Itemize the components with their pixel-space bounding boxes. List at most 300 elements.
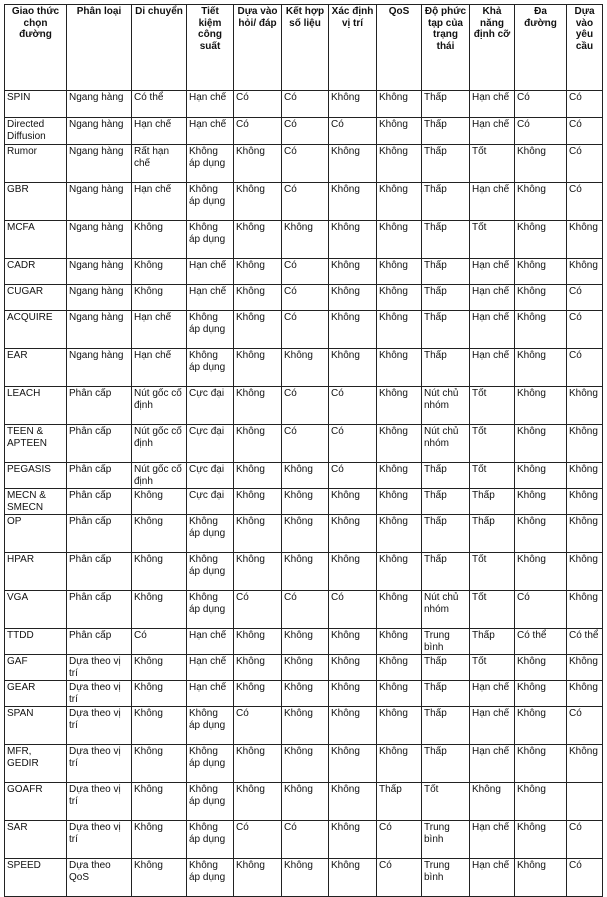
table-cell: Phân cấp	[67, 489, 132, 515]
table-cell: Tốt	[470, 591, 515, 629]
table-cell: Không	[329, 91, 377, 118]
protocol-name-cell: HPAR	[5, 553, 67, 591]
table-cell: Không	[234, 259, 282, 285]
protocol-name-cell: CUGAR	[5, 285, 67, 311]
table-cell: Phân cấp	[67, 515, 132, 553]
table-cell: Không áp dụng	[187, 821, 234, 859]
table-cell: Phân cấp	[67, 425, 132, 463]
table-cell: Hạn chế	[132, 183, 187, 221]
table-cell: Không	[515, 285, 567, 311]
table-row	[5, 783, 603, 821]
protocol-name-cell: EAR	[5, 349, 67, 387]
header-row	[5, 5, 603, 91]
protocol-name-cell: GAF	[5, 655, 67, 681]
table-cell: Không áp dụng	[187, 745, 234, 783]
table-row	[5, 183, 603, 221]
table-cell: Không áp dụng	[187, 183, 234, 221]
table-cell: Không	[329, 349, 377, 387]
table-cell: Thấp	[422, 221, 470, 259]
table-cell: Không	[282, 655, 329, 681]
table-cell: Không	[377, 259, 422, 285]
table-cell: Nút gốc cố định	[132, 387, 187, 425]
table-cell: Không áp dụng	[187, 783, 234, 821]
table-cell: Có	[282, 259, 329, 285]
table-cell: Thấp	[422, 285, 470, 311]
table-cell: Không	[515, 745, 567, 783]
table-cell: Không	[329, 783, 377, 821]
table-cell: Không	[329, 859, 377, 897]
table-row	[5, 145, 603, 183]
protocol-name-cell: SPIN	[5, 91, 67, 118]
table-cell: Có	[567, 183, 603, 221]
table-cell: Tốt	[470, 553, 515, 591]
table-cell: Thấp	[422, 145, 470, 183]
table-cell: Không	[567, 221, 603, 259]
table-cell: Có	[282, 118, 329, 145]
table-cell: Không	[377, 387, 422, 425]
table-cell: Không	[567, 745, 603, 783]
table-cell: Không áp dụng	[187, 349, 234, 387]
table-cell: Không	[377, 655, 422, 681]
table-cell: Có	[132, 629, 187, 655]
protocol-name-cell: ACQUIRE	[5, 311, 67, 349]
table-cell: Không áp dụng	[187, 221, 234, 259]
table-cell: Cực đại	[187, 425, 234, 463]
table-cell: Không áp dụng	[187, 707, 234, 745]
table-cell: Không	[234, 859, 282, 897]
table-cell: Thấp	[422, 349, 470, 387]
table-row	[5, 259, 603, 285]
table-cell: Nút chủ nhóm	[422, 591, 470, 629]
table-row	[5, 707, 603, 745]
protocol-name-cell: LEACH	[5, 387, 67, 425]
protocol-name-cell: TTDD	[5, 629, 67, 655]
table-cell: Không	[329, 707, 377, 745]
table-cell: Thấp	[470, 629, 515, 655]
table-cell: Thấp	[422, 183, 470, 221]
table-cell: Hạn chế	[470, 349, 515, 387]
table-cell: Có	[567, 145, 603, 183]
table-cell: Không	[329, 489, 377, 515]
column-header: Độ phức tạp của trạng thái	[422, 5, 470, 91]
table-cell: Không	[567, 489, 603, 515]
table-cell: Không	[329, 183, 377, 221]
table-cell: Tốt	[470, 387, 515, 425]
table-cell: Hạn chế	[470, 681, 515, 707]
table-cell: Tốt	[422, 783, 470, 821]
table-cell: Dựa theo vị trí	[67, 655, 132, 681]
table-cell: Thấp	[470, 489, 515, 515]
table-cell: Không	[234, 515, 282, 553]
table-cell: Nút gốc cố định	[132, 463, 187, 489]
table-row	[5, 387, 603, 425]
table-cell: Không	[470, 783, 515, 821]
table-cell: Không	[329, 145, 377, 183]
table-cell: Có	[567, 285, 603, 311]
table-cell: Không	[132, 681, 187, 707]
table-cell: Cực đại	[187, 387, 234, 425]
table-cell: Không áp dụng	[187, 311, 234, 349]
table-cell: Ngang hàng	[67, 221, 132, 259]
table-cell: Không	[132, 515, 187, 553]
table-cell: Có	[567, 349, 603, 387]
table-cell: Tốt	[470, 463, 515, 489]
table-cell: Không	[377, 91, 422, 118]
table-cell: Không	[234, 349, 282, 387]
table-cell: Không	[515, 707, 567, 745]
table-cell: Thấp	[422, 91, 470, 118]
table-cell: Thấp	[422, 655, 470, 681]
table-cell: Tốt	[470, 221, 515, 259]
table-row	[5, 859, 603, 897]
table-cell: Có	[567, 707, 603, 745]
table-cell: Không	[515, 489, 567, 515]
table-cell: Không	[234, 285, 282, 311]
table-cell: Không	[377, 463, 422, 489]
table-row	[5, 285, 603, 311]
column-header: Dựa vào hỏi/ đáp	[234, 5, 282, 91]
column-header: Đa đường	[515, 5, 567, 91]
table-row	[5, 681, 603, 707]
table-row	[5, 591, 603, 629]
table-cell: Nút chủ nhóm	[422, 425, 470, 463]
table-cell: Không áp dụng	[187, 145, 234, 183]
table-cell: Hạn chế	[470, 311, 515, 349]
table-cell: Hạn chế	[132, 311, 187, 349]
table-cell: Không	[234, 783, 282, 821]
table-cell: Không	[329, 259, 377, 285]
table-cell: Hạn chế	[187, 91, 234, 118]
column-header: Phân loại	[67, 5, 132, 91]
table-cell: Không	[282, 859, 329, 897]
table-cell: Không	[567, 425, 603, 463]
table-cell: Có	[567, 821, 603, 859]
table-cell: Ngang hàng	[67, 118, 132, 145]
table-cell: Không	[377, 681, 422, 707]
table-cell: Hạn chế	[187, 655, 234, 681]
protocol-name-cell: Rumor	[5, 145, 67, 183]
table-cell: Có	[282, 91, 329, 118]
table-cell: Không	[234, 311, 282, 349]
table-cell: Không	[132, 859, 187, 897]
table-cell: Không	[329, 221, 377, 259]
table-cell: Không	[132, 489, 187, 515]
table-cell: Hạn chế	[470, 859, 515, 897]
table-cell: Có	[515, 118, 567, 145]
table-cell: Thấp	[422, 489, 470, 515]
protocol-name-cell: SPEED	[5, 859, 67, 897]
table-cell: Không	[282, 463, 329, 489]
table-cell: Không	[515, 349, 567, 387]
table-cell: Không	[234, 145, 282, 183]
table-cell: Không	[132, 221, 187, 259]
table-cell: Không	[282, 681, 329, 707]
table-cell: Có	[282, 183, 329, 221]
table-cell: Không	[377, 285, 422, 311]
table-row	[5, 821, 603, 859]
table-cell: Có	[282, 285, 329, 311]
table-cell: Có	[329, 425, 377, 463]
table-cell: Không	[567, 553, 603, 591]
table-cell: Không	[132, 821, 187, 859]
table-cell: Có	[329, 591, 377, 629]
table-cell: Không	[515, 221, 567, 259]
column-header: Kết hợp số liệu	[282, 5, 329, 91]
table-cell: Hạn chế	[470, 821, 515, 859]
table-cell: Không	[282, 489, 329, 515]
table-cell: Tốt	[470, 425, 515, 463]
table-cell: Dựa theo vị trí	[67, 707, 132, 745]
table-cell: Không	[515, 783, 567, 821]
table-cell: Không	[234, 221, 282, 259]
table-cell: Ngang hàng	[67, 349, 132, 387]
table-cell: Có	[234, 591, 282, 629]
table-cell: Ngang hàng	[67, 285, 132, 311]
table-cell: Không	[515, 259, 567, 285]
table-cell: Không	[515, 681, 567, 707]
table-row	[5, 425, 603, 463]
table-cell: Có thể	[567, 629, 603, 655]
table-cell: Không	[515, 859, 567, 897]
table-cell: Có	[234, 821, 282, 859]
table-cell: Trung bình	[422, 821, 470, 859]
table-cell: Không	[567, 387, 603, 425]
protocol-name-cell: GOAFR	[5, 783, 67, 821]
table-cell: Thấp	[422, 118, 470, 145]
table-row	[5, 349, 603, 387]
table-cell: Hạn chế	[187, 285, 234, 311]
table-cell: Không	[329, 655, 377, 681]
protocol-name-cell: CADR	[5, 259, 67, 285]
table-cell: Không	[234, 553, 282, 591]
table-cell: Không	[329, 311, 377, 349]
table-cell: Không	[377, 591, 422, 629]
table-cell: Không	[377, 311, 422, 349]
table-cell: Không	[132, 553, 187, 591]
routing-protocol-table	[4, 4, 603, 897]
table-cell: Không	[234, 463, 282, 489]
table-cell: Không	[377, 221, 422, 259]
column-header: Xác định vị trí	[329, 5, 377, 91]
table-cell: Có	[567, 118, 603, 145]
table-cell: Có	[329, 463, 377, 489]
protocol-name-cell: SAR	[5, 821, 67, 859]
column-header: Khả năng định cỡ	[470, 5, 515, 91]
table-cell: Không	[515, 553, 567, 591]
table-cell: Có	[567, 859, 603, 897]
table-cell: Không	[567, 655, 603, 681]
table-cell: Có	[515, 91, 567, 118]
table-cell: Thấp	[377, 783, 422, 821]
table-cell: Không	[282, 221, 329, 259]
table-cell: Hạn chế	[470, 745, 515, 783]
table-cell: Thấp	[422, 707, 470, 745]
table-cell: Không	[282, 783, 329, 821]
table-cell	[567, 783, 603, 821]
table-cell: Trung bình	[422, 859, 470, 897]
table-cell: Không	[132, 285, 187, 311]
table-cell: Có	[282, 591, 329, 629]
table-cell: Không	[282, 515, 329, 553]
table-cell: Hạn chế	[187, 629, 234, 655]
table-cell: Phân cấp	[67, 387, 132, 425]
table-cell: Dựa theo vị trí	[67, 745, 132, 783]
table-cell: Có	[282, 145, 329, 183]
table-row	[5, 221, 603, 259]
table-cell: Không	[282, 349, 329, 387]
table-cell: Ngang hàng	[67, 183, 132, 221]
table-cell: Không	[515, 145, 567, 183]
column-header: Di chuyển	[132, 5, 187, 91]
protocol-name-cell: GEAR	[5, 681, 67, 707]
table-cell: Không	[234, 681, 282, 707]
table-cell: Có	[234, 91, 282, 118]
table-cell: Không	[329, 285, 377, 311]
column-header: QoS	[377, 5, 422, 91]
table-cell: Nút chủ nhóm	[422, 387, 470, 425]
table-cell: Không	[132, 259, 187, 285]
column-header: Giao thức chọn đường	[5, 5, 67, 91]
table-cell: Không áp dụng	[187, 515, 234, 553]
table-cell: Có	[515, 591, 567, 629]
table-cell: Hạn chế	[470, 183, 515, 221]
table-cell: Không	[377, 118, 422, 145]
protocol-name-cell: GBR	[5, 183, 67, 221]
table-cell: Ngang hàng	[67, 311, 132, 349]
table-cell: Có	[282, 425, 329, 463]
table-cell: Hạn chế	[470, 91, 515, 118]
table-cell: Không	[132, 745, 187, 783]
table-body	[5, 91, 603, 897]
table-cell: Không	[234, 745, 282, 783]
table-cell: Hạn chế	[187, 681, 234, 707]
protocol-name-cell: MCFA	[5, 221, 67, 259]
table-cell: Có	[282, 311, 329, 349]
table-cell: Không	[567, 515, 603, 553]
table-cell: Không	[515, 655, 567, 681]
table-cell: Nút gốc cố định	[132, 425, 187, 463]
table-cell: Phân cấp	[67, 629, 132, 655]
table-cell: Không	[515, 821, 567, 859]
table-cell: Không	[329, 821, 377, 859]
table-row	[5, 553, 603, 591]
table-cell: Không	[377, 515, 422, 553]
protocol-name-cell: PEGASIS	[5, 463, 67, 489]
table-cell: Không	[329, 681, 377, 707]
table-cell: Ngang hàng	[67, 91, 132, 118]
table-cell: Có	[282, 387, 329, 425]
table-cell: Thấp	[422, 515, 470, 553]
table-cell: Không	[377, 489, 422, 515]
table-cell: Có	[329, 387, 377, 425]
table-cell: Không	[377, 145, 422, 183]
table-row	[5, 655, 603, 681]
table-cell: Không	[377, 425, 422, 463]
table-cell: Có	[234, 118, 282, 145]
table-cell: Không	[515, 425, 567, 463]
table-cell: Không	[132, 783, 187, 821]
table-cell: Có	[567, 311, 603, 349]
table-cell: Không	[515, 387, 567, 425]
table-row	[5, 463, 603, 489]
table-header	[5, 5, 603, 91]
table-cell: Thấp	[422, 553, 470, 591]
column-header: Tiết kiệm công suất	[187, 5, 234, 91]
protocol-name-cell: Directed Diffusion	[5, 118, 67, 145]
table-cell: Không	[329, 515, 377, 553]
table-cell: Có	[329, 118, 377, 145]
table-cell: Thấp	[422, 311, 470, 349]
table-cell: Thấp	[422, 259, 470, 285]
table-cell: Không	[329, 629, 377, 655]
table-cell: Thấp	[470, 515, 515, 553]
table-cell: Không	[329, 745, 377, 783]
table-cell: Có	[282, 821, 329, 859]
table-cell: Tốt	[470, 145, 515, 183]
table-cell: Không	[515, 515, 567, 553]
table-row	[5, 489, 603, 515]
table-cell: Thấp	[422, 745, 470, 783]
table-cell: Hạn chế	[132, 349, 187, 387]
table-cell: Dựa theo vị trí	[67, 783, 132, 821]
table-cell: Hạn chế	[470, 707, 515, 745]
table-cell: Không	[515, 183, 567, 221]
table-cell: Không	[132, 707, 187, 745]
table-cell: Không	[234, 655, 282, 681]
table-row	[5, 515, 603, 553]
table-row	[5, 629, 603, 655]
table-cell: Không	[377, 183, 422, 221]
table-cell: Ngang hàng	[67, 145, 132, 183]
table-cell: Dựa theo vị trí	[67, 681, 132, 707]
protocol-name-cell: MECN & SMECN	[5, 489, 67, 515]
table-row	[5, 311, 603, 349]
table-cell: Có thể	[515, 629, 567, 655]
table-cell: Không	[234, 629, 282, 655]
protocol-name-cell: MFR, GEDIR	[5, 745, 67, 783]
document-page	[4, 4, 603, 897]
table-cell: Không áp dụng	[187, 591, 234, 629]
table-cell: Có	[377, 859, 422, 897]
table-cell: Không	[234, 425, 282, 463]
protocol-name-cell: VGA	[5, 591, 67, 629]
table-cell: Trung bình	[422, 629, 470, 655]
table-cell: Không	[377, 745, 422, 783]
table-cell: Không	[567, 463, 603, 489]
table-cell: Không	[515, 463, 567, 489]
table-cell: Không	[132, 591, 187, 629]
column-header: Dựa vào yêu cầu	[567, 5, 603, 91]
table-cell: Có	[567, 91, 603, 118]
table-cell: Không	[377, 553, 422, 591]
table-cell: Không	[282, 707, 329, 745]
table-cell: Ngang hàng	[67, 259, 132, 285]
table-row	[5, 91, 603, 118]
table-cell: Không	[567, 259, 603, 285]
table-cell: Có	[234, 707, 282, 745]
table-row	[5, 118, 603, 145]
protocol-name-cell: TEEN & APTEEN	[5, 425, 67, 463]
table-cell: Không	[282, 629, 329, 655]
table-cell: Không áp dụng	[187, 553, 234, 591]
table-cell: Không	[377, 349, 422, 387]
table-cell: Không áp dụng	[187, 859, 234, 897]
table-cell: Hạn chế	[187, 118, 234, 145]
table-cell: Không	[515, 311, 567, 349]
table-row	[5, 745, 603, 783]
table-cell: Hạn chế	[470, 259, 515, 285]
table-cell: Không	[567, 591, 603, 629]
